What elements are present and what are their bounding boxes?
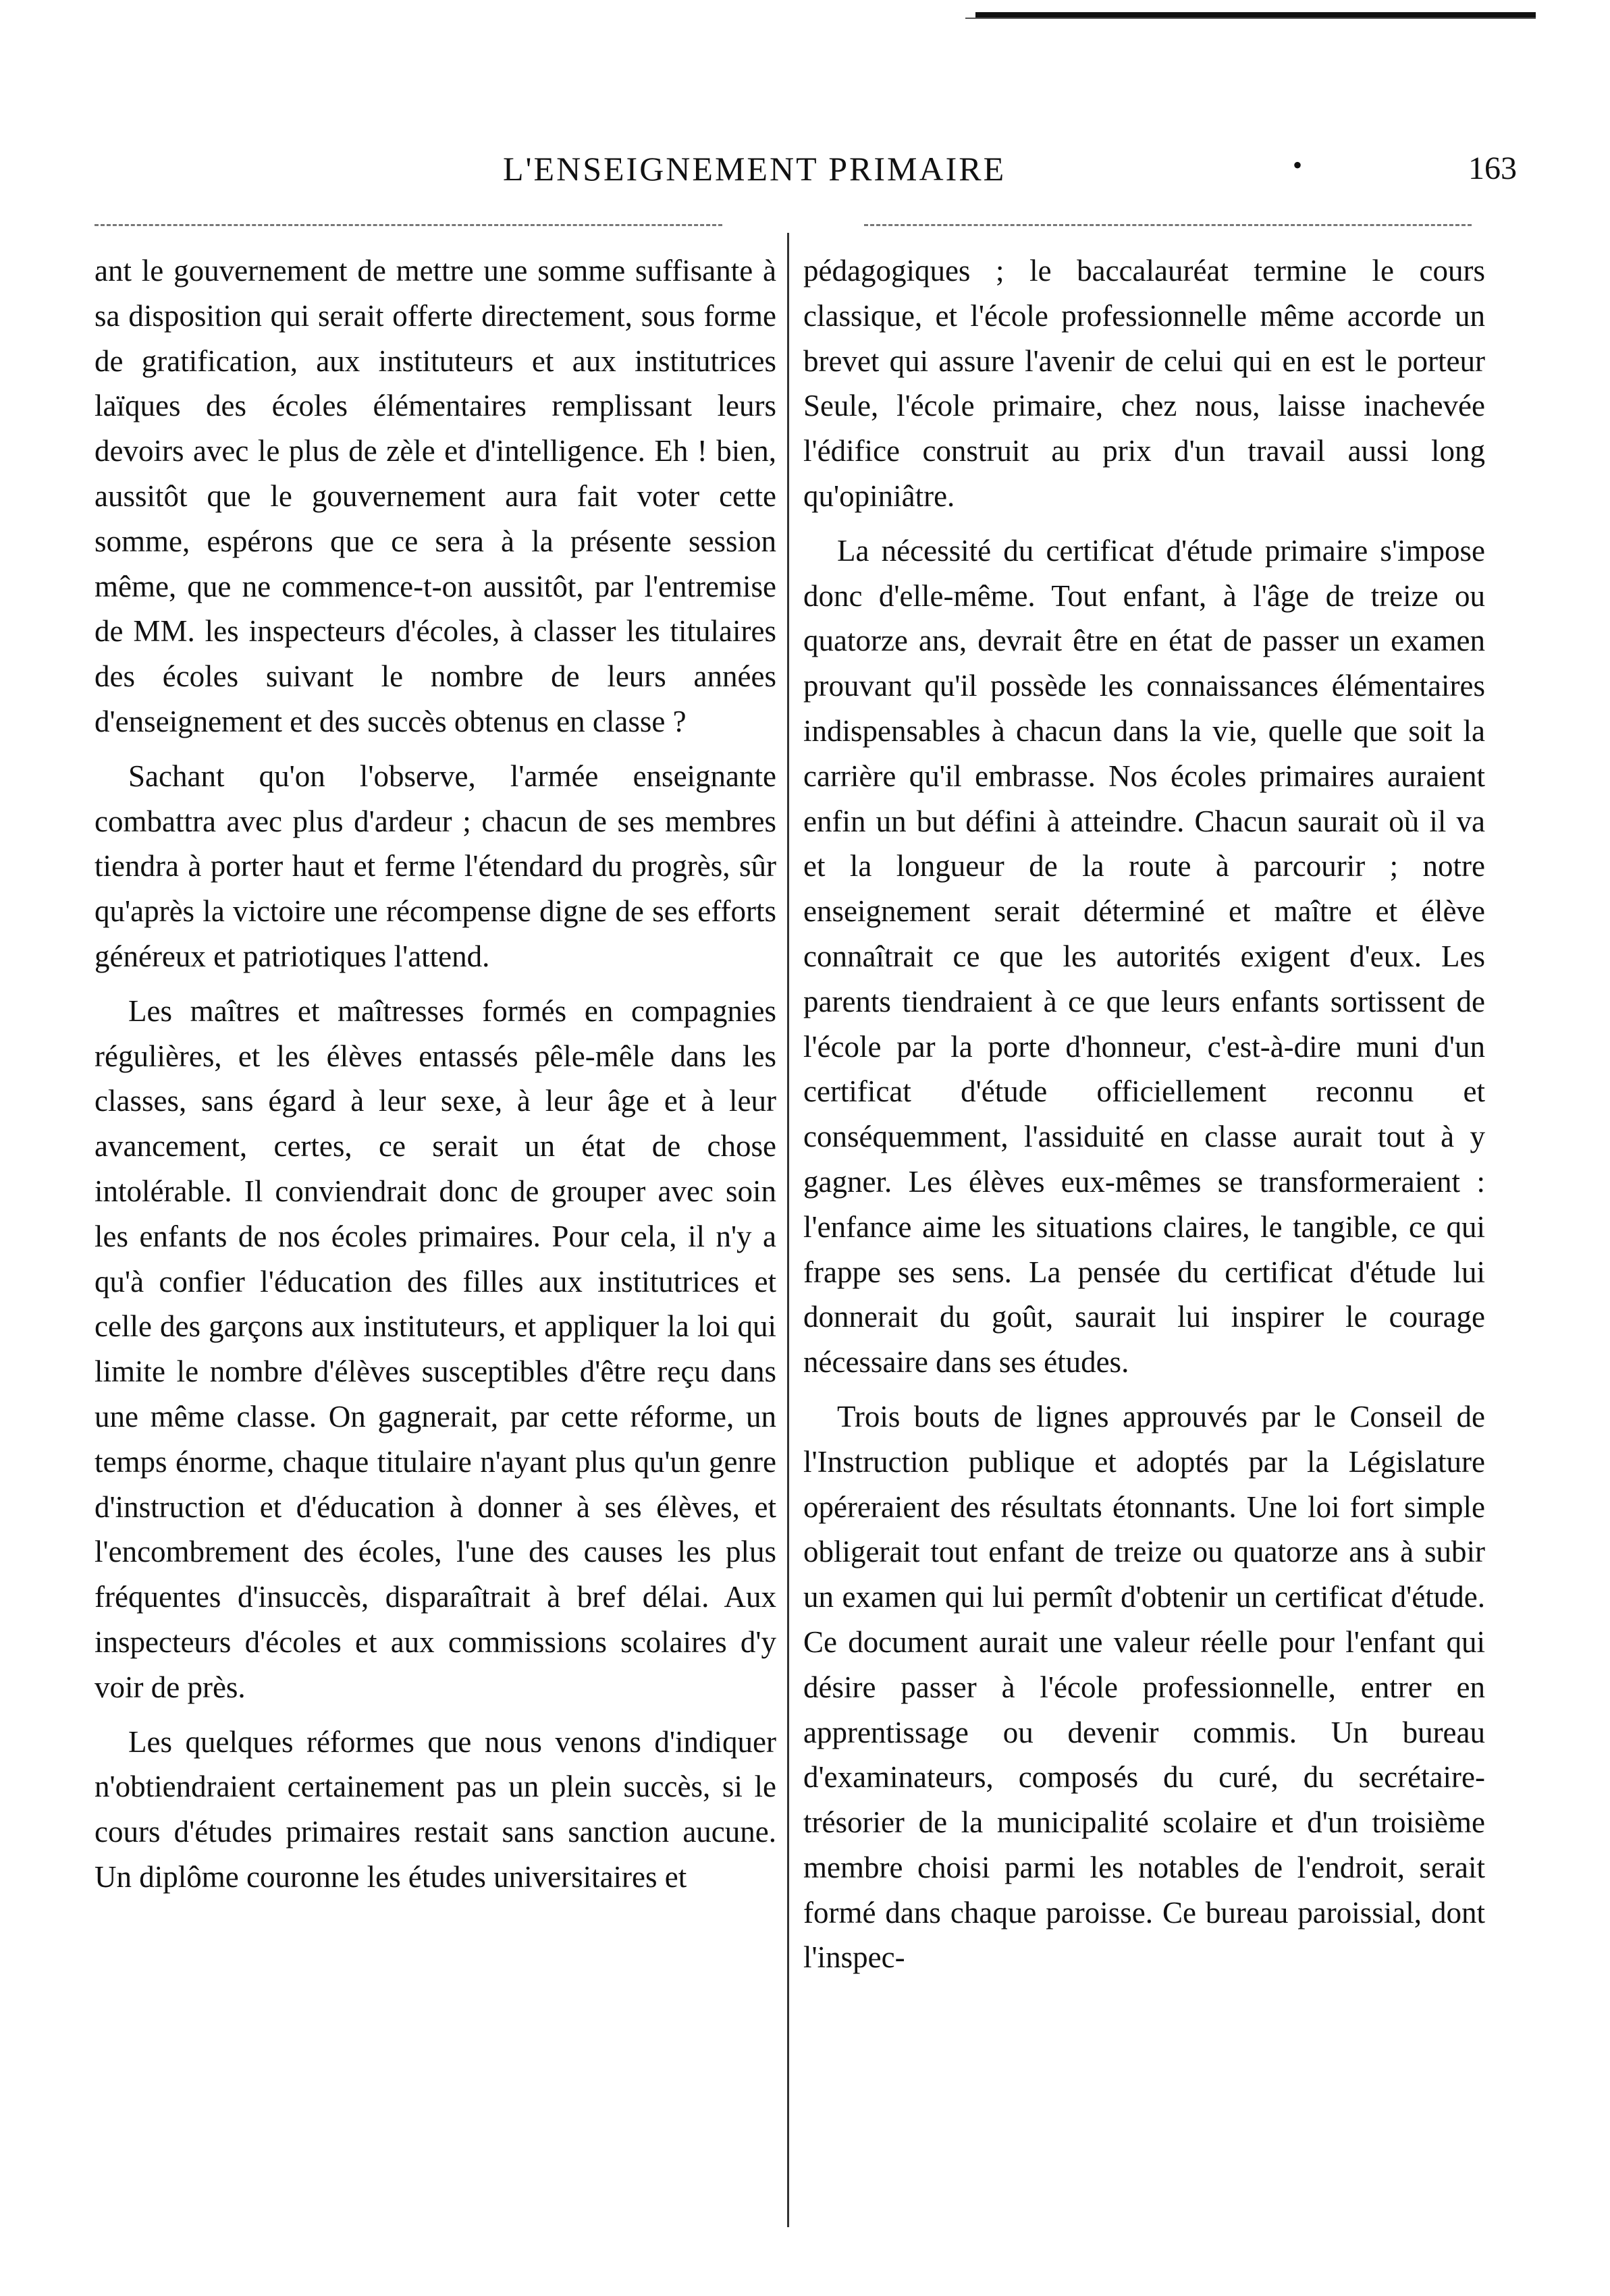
paragraph: Les maîtres et maîtresses formés en compagnies régulières, et les élèves entassés pêle-mêle dans les classes, sans égard à leur sexe, à leur âge et à leur avancement, certes, ce serait un état de chose intolérable. Il conviendrait donc de grouper avec soin les enfants de nos écoles primaires. Pour cela, il n'y a qu'à confier l'éducation des filles aux institutrices et celle des garçons aux instituteurs, et appliquer la loi qui limite le nombre d'élèves susceptibles d'être reçu dans une même classe. On gagnerait, par cette réforme, un temps énorme, chaque titulaire n'ayant plus qu'un genre d'instruction et d'éducation à donner à ses élèves, et l'encombrement des écoles, l'une des causes les plus fréquentes d'insuccès, disparaîtrait à bref délai. Aux inspecteurs d'écoles et aux commissions scolaires d'y voir de près.	[95, 993, 776, 1704]
running-header	[0, 145, 1610, 192]
paragraph: Trois bouts de lignes approuvés par le Conseil de l'Instruction publique et adoptés par la Législature opéreraient des résultats étonnants. Une loi fort simple obligerait tout enfant de treize ou quatorze ans à subir un examen qui lui permît d'obtenir un certificat d'étude. Ce document aurait une valeur réelle pour l'enfant qui désire passer à l'école professionnelle, entrer en apprentissage ou devenir commis. Un bureau d'examinateurs, composés du curé, du secrétaire-trésorier de la municipalité scolaire et d'un troisième membre choisi parmi les notables de l'endroit, serait formé dans chaque paroisse. Ce bureau paroissial, dont l'inspec-	[803, 1399, 1485, 1975]
running-title: L'ENSEIGNEMENT PRIMAIRE	[503, 150, 1007, 188]
top-edge-rule	[975, 12, 1536, 18]
right-column	[803, 248, 1485, 1980]
paragraph: pédagogiques ; le baccalauréat termine le cours classique, et l'école professionnelle même accorde un brevet qui assure l'avenir de celui qui en est le porteur Seule, l'école primaire, chez nous, laisse inachevée l'édifice construit au prix d'un travail aussi long qu'opiniâtre.	[803, 254, 1485, 513]
header-dot: •	[1293, 150, 1303, 180]
left-column	[95, 248, 776, 1900]
header-rule-left	[95, 224, 722, 226]
top-edge-rule-thin	[965, 18, 1536, 19]
header-rule-right	[864, 224, 1472, 226]
column-divider	[787, 233, 789, 2227]
paragraph: Les quelques réformes que nous venons d'indiquer n'obtiendraient certainement pas un plein succès, si le cours d'études primaires restait sans sanction aucune. Un diplôme couronne les études universitaires et	[95, 1724, 776, 1894]
paragraph: ant le gouvernement de mettre une somme suffisante à sa disposition qui serait offerte directement, sous forme de gratification, aux instituteurs et aux institutrices laïques des écoles élémentaires remplissant leurs devoirs avec le plus de zèle et d'intelligence. Eh ! bien, aussitôt que le gouvernement aura fait voter cette somme, espérons que ce sera à la présente session même, que ne commence-t-on aussitôt, par l'entremise de MM. les inspecteurs d'écoles, à classer les titulaires des écoles suivant le nombre de leurs années d'enseignement et des succès obtenus en classe ?	[95, 254, 776, 738]
page-number: 163	[1468, 151, 1517, 186]
paragraph: Sachant qu'on l'observe, l'armée enseignante combattra avec plus d'ardeur ; chacun de ses membres tiendra à porter haut et ferme l'étendard du progrès, sûr qu'après la victoire une récompense digne de ses efforts généreux et patriotiques l'attend.	[95, 759, 776, 973]
paragraph: La nécessité du certificat d'étude primaire s'impose donc d'elle-même. Tout enfant, à l'âge de treize ou quatorze ans, devrait être en état de passer un examen prouvant qu'il possède les connaissances élémentaires indispensables à chacun dans la vie, quelle que soit la carrière qu'il embrasse. Nos écoles primaires auraient enfin un but défini à atteindre. Chacun saurait où il va et la longueur de la route à parcourir ; notre enseignement serait déterminé et maître et élève connaîtrait ce que les autorités exigent d'eux. Les parents tiendraient à ce que leurs enfants sortissent de l'école par la porte d'honneur, c'est-à-dire muni d'un certificat d'étude officiellement reconnu et conséquemment, l'assiduité en classe aurait tout à y gagner. Les élèves eux-mêmes se transformeraient : l'enfance aime les situations claires, le tangible, ce qui frappe ses sens. La pensée du certificat d'étude lui donnerait du goût, saurait lui inspirer le courage nécessaire dans ses études.	[803, 533, 1485, 1379]
